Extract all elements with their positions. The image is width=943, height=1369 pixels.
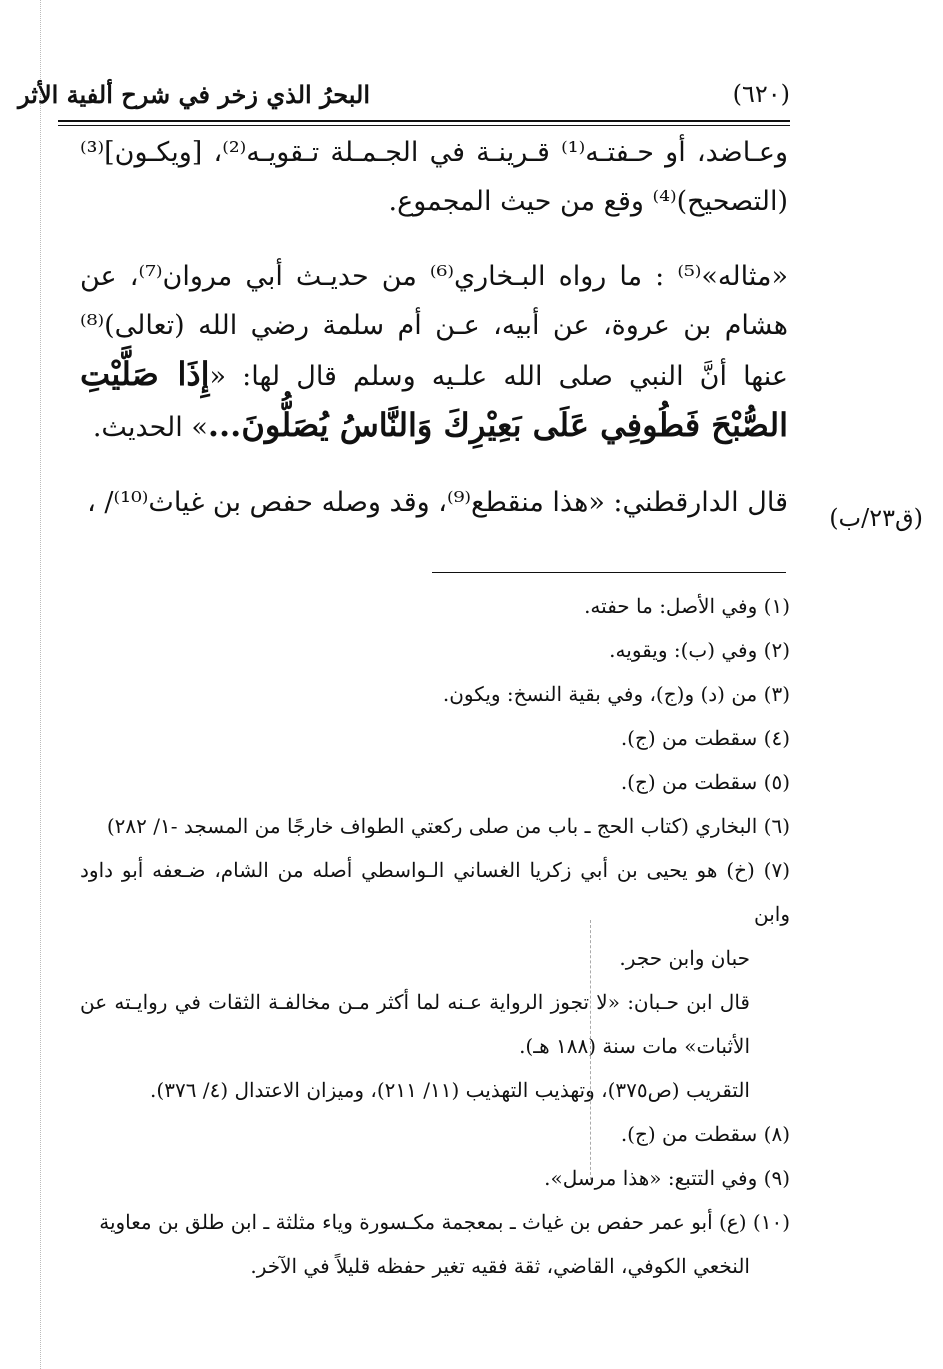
footnote-line: (٧) (خ) هو يحيى بن أبي زكريا الغساني الـواسطي أصله من الشام، ضـعفه أبو داود وابن [80,858,790,926]
footnote-line: (١٠) (ع) أبو عمر حفص بن غياث ـ بمعجمة مكـسورة وياء مثلثة ـ ابن طلق بن معاوية [99,1210,790,1234]
footnote-rule [432,572,786,573]
footnote-line: (٨) سقطت من (ج). [620,1122,790,1146]
footnote-line: (٢) وفي (ب): ويقويه. [609,638,790,662]
scan-fold-line [590,920,591,1180]
book-title: البحرُ الذي زخر في شرح ألفية الأثر [18,80,370,109]
footnote-line: قال ابن حـبان: «لا تجوز الرواية عـنه لما أكثر مـن مخالفـة الثقات في روايـته عن الأثبات» مات سنة (١٨٨ هـ). [80,990,750,1058]
footnote-line: (١) وفي الأصل: ما حفته. [584,594,790,618]
paragraph-3: قال الدارقطني: «هذا منقطع⁽⁹⁾، وقد وصله حفص بن غياث⁽¹⁰⁾/ ، [87,487,788,518]
running-header [18,80,790,112]
scan-edge-mark [40,0,41,1369]
footnote-line: التقريب (ص٣٧٥)، وتهذيب التهذيب (١١/ ٢١١)، وميزان الاعتدال (٤/ ٣٧٦). [150,1078,750,1102]
footnote-line: حبان وابن حجر. [619,946,750,970]
footnote-line: (٦) البخاري (كتاب الحج ـ باب من صلى ركعتي الطواف خارجًا من المسجد -١/ ٢٨٢) [106,814,790,838]
footnote-line: (٥) سقطت من (ج). [620,770,790,794]
main-text [80,128,788,553]
paragraph-1: وعـاضد، أو حـفتـه⁽¹⁾ قـرينـة في الجـمـلة تـقويـه⁽²⁾، [ويكـون]⁽³⁾ (التصحيح)⁽⁴⁾ وقع من حيث المجموع. [80,137,788,217]
page-number: (٦٢٠) [732,80,790,108]
header-rule [58,120,790,126]
footnote-line: (٤) سقطت من (ج). [620,726,790,750]
footnote-line: النخعي الكوفي، القاضي، ثقة فقيه تغير حفظه قليلاً في الآخر. [250,1254,750,1278]
paragraph-2-intro: «مثاله»⁽⁵⁾ : ما رواه البـخاري⁽⁶⁾ من حديـث أبي مروان⁽⁷⁾، عن هشام بن عروة، عن أبيه، عـن أم سلمة رضي الله (تعالى)⁽⁸⁾ عنها أنَّ النبي صلى الله علـيه وسلم قال لها: « [80,261,789,392]
paragraph-2-end: » الحديث. [92,412,208,443]
hadith-text: إِذَا صَلَّيْتِ الصُّبْحَ فَطُوفِي عَلَى بَعِيْرِكَ وَالنَّاسُ يُصَلُّونَ... [80,355,788,444]
paragraph-2 [80,252,788,452]
footnotes [80,584,790,1288]
footnote-line: (٩) وفي التتبع: «هذا مرسل». [544,1166,790,1190]
marginal-manuscript-ref: (ق٢٣/ب) [829,504,923,532]
footnote-line: (٣) من (د) و(ج)، وفي بقية النسخ: ويكون. [442,682,790,706]
